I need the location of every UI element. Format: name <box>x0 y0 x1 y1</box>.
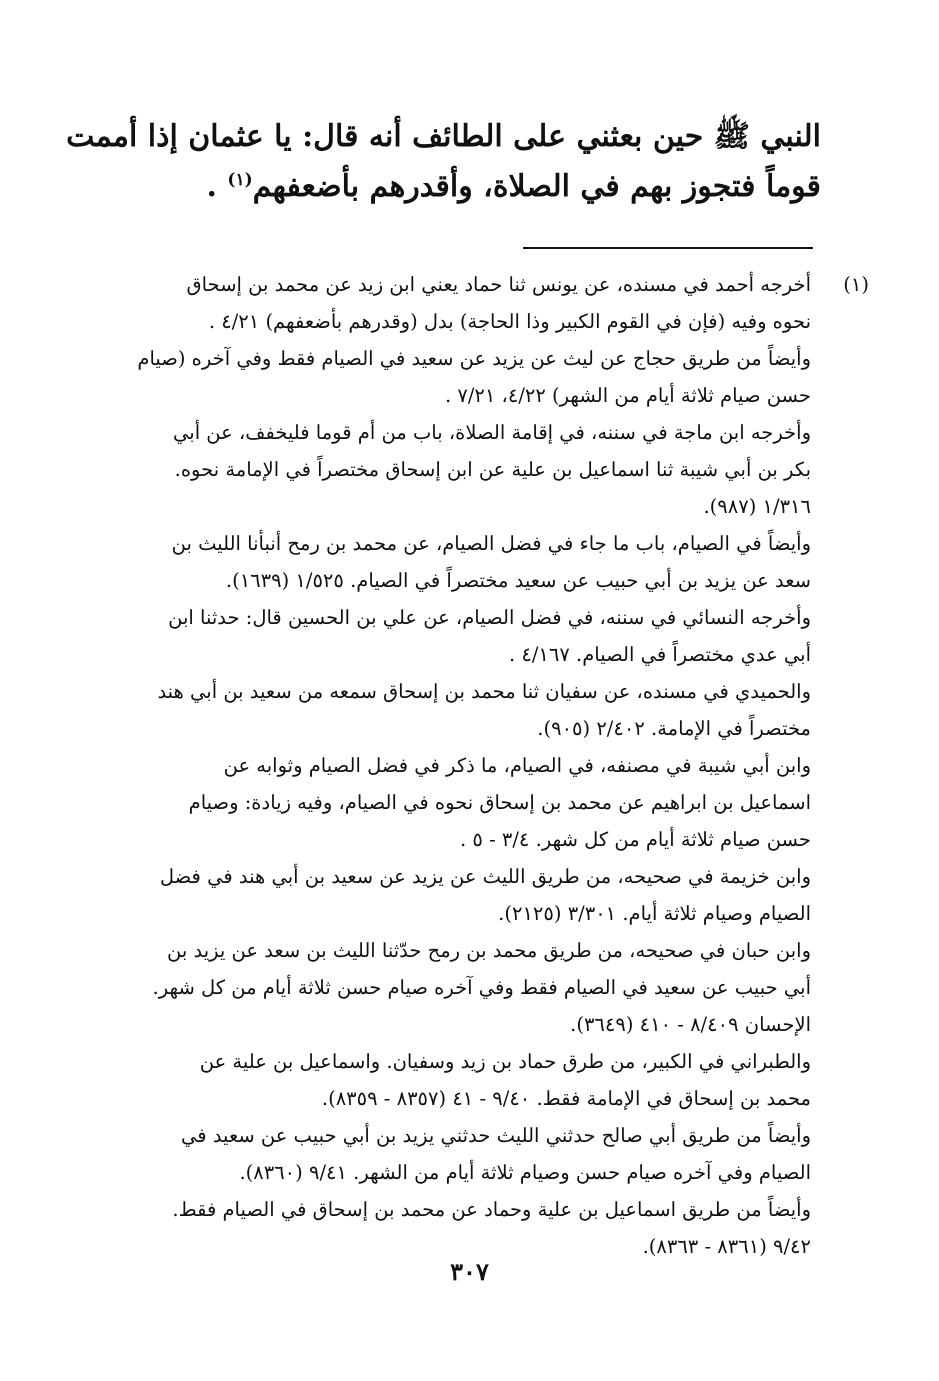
footnote-line: الصيام وصيام ثلاثة أيام. ٣/٣٠١ (٢١٢٥). <box>498 902 811 925</box>
footnote-line: وابن حبان في صحيحه، من طريق محمد بن رمح حدّثنا الليث بن سعد عن يزيد بن <box>167 939 811 962</box>
footnote-line: ١/٣١٦ (٩٨٧). <box>703 495 811 518</box>
footnote-line: نحوه وفيه (فإن في القوم الكبير وذا الحاجة) بدل (وقدرهم بأضعفهم) ٤/٢١ . <box>208 310 811 333</box>
main-text-line: النبي ﷺ حين بعثني على الطائف أنه قال: يا عثمان إذا أممت <box>66 119 821 154</box>
main-text-line <box>118 162 821 212</box>
footnote-line: وابن أبي شيبة في مصنفه، في الصيام، ما ذكر في فضل الصيام وثوابه عن <box>223 754 811 777</box>
footnotes <box>116 266 869 1265</box>
footnote-reference[interactable]: (١) <box>227 170 253 190</box>
footnote-line: وابن خزيمة في صحيحه، من طريق الليث عن يزيد عن سعيد بن أبي هند في فضل <box>159 865 811 888</box>
footnote-line: حسن صيام ثلاثة أيام من كل شهر. ٣/٤ - ٥ . <box>460 828 811 851</box>
footnote-line: والحميدي في مسنده، عن سفيان ثنا محمد بن إسحاق سمعه من سعيد بن أبي هند <box>157 680 811 703</box>
footnote-line: وأيضاً من طريق اسماعيل بن علية وحماد عن محمد بن إسحاق في الصيام فقط. <box>172 1198 811 1221</box>
footnote-line: سعد عن يزيد بن أبي حبيب عن سعيد مختصراً في الصيام. ١/٥٢٥ (١٦٣٩). <box>225 569 811 592</box>
footnote-line: اسماعيل بن ابراهيم عن محمد بن إسحاق نحوه في الصيام، وفيه زيادة: وصيام <box>188 791 811 814</box>
footnote-line: الإحسان ٨/٤٠٩ - ٤١٠ (٣٦٤٩). <box>570 1013 811 1036</box>
footnote-line: أخرجه أحمد في مسنده، عن يونس ثنا حماد يعني ابن زيد عن محمد بن إسحاق <box>186 273 811 296</box>
footnote-line: الصيام وفي آخره صيام حسن وصيام ثلاثة أيام من الشهر. ٩/٤١ (٨٣٦٠). <box>239 1161 811 1184</box>
footnote-line: وأخرجه النسائي في سننه، في فضل الصيام، عن علي بن الحسين قال: حدثنا ابن <box>168 606 811 629</box>
footnote-line: وأيضاً من طريق أبي صالح حدثني الليث حدثني يزيد بن أبي حبيب عن سعيد في <box>181 1124 811 1147</box>
footnote-line: أبي عدي مختصراً في الصيام. ٤/١٦٧ . <box>508 643 811 666</box>
footnote-line: أبي حبيب عن سعيد في الصيام فقط وفي آخره صيام حسن ثلاثة أيام من كل شهر. <box>152 976 811 999</box>
footnote-line: وأيضاً في الصيام، باب ما جاء في فضل الصيام، عن محمد بن رمح أنبأنا الليث بن <box>171 532 811 555</box>
footnote-line: ٩/٤٢ (٨٣٦١ - ٨٣٦٣). <box>642 1235 811 1258</box>
footnote-separator <box>523 247 813 249</box>
footnote-line: حسن صيام ثلاثة أيام من الشهر) ٤/٢٢، ٧/٢١ . <box>444 384 811 407</box>
footnote-line: بكر بن أبي شيبة ثنا اسماعيل بن علية عن ابن إسحاق مختصراً في الإمامة نحوه. <box>174 458 811 481</box>
main-text <box>66 112 821 212</box>
page-number: ٣٠٧ <box>450 1257 489 1286</box>
main-text-line-content: قوماً فتجوز بهم في الصلاة، وأقدرهم بأضعفهم <box>252 169 821 204</box>
footnote-line: وأيضاً من طريق حجاج عن ليث عن يزيد عن سعيد في الصيام فقط وفي آخره (صيام <box>137 347 811 370</box>
footnote-line: وأخرجه ابن ماجة في سننه، في إقامة الصلاة، باب من أم قوما فليخفف، عن أبي <box>173 421 811 444</box>
footnote-line: مختصراً في الإمامة. ٢/٤٠٢ (٩٠٥). <box>537 717 811 740</box>
footnote-line: محمد بن إسحاق في الإمامة فقط. ٩/٤٠ - ٤١ (٨٣٥٧ - ٨٣٥٩). <box>321 1087 811 1110</box>
end-mark: . <box>206 169 217 204</box>
footnote-line: والطبراني في الكبير، من طرق حماد بن زيد وسفيان. واسماعيل بن علية عن <box>199 1050 811 1073</box>
footnote-number: (١) <box>843 273 869 296</box>
